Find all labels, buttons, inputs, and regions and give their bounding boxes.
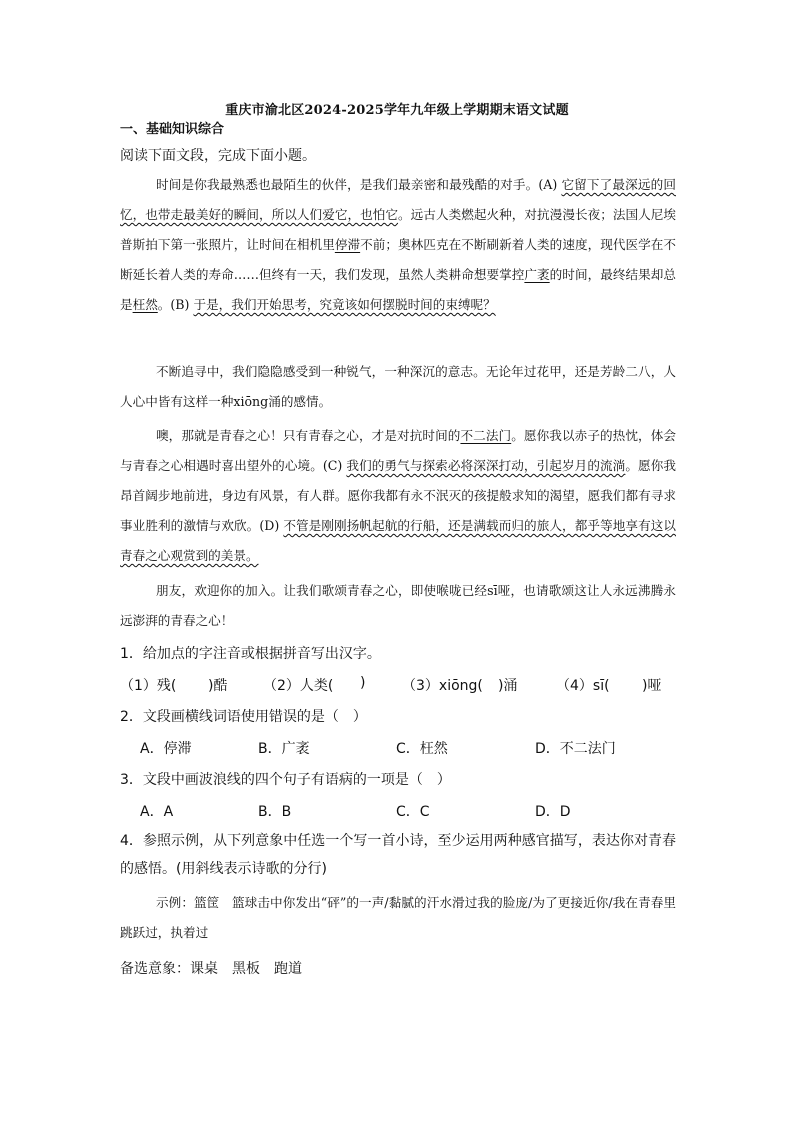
wavy-sentence-b: 于是，我们开始思考，究竟该如何摆脱时间的束缚呢？ [193, 297, 496, 312]
text-run: 时间是你我最熟悉也最陌生的伙伴，是我们最亲密和最残酷的对手。(A) [156, 177, 562, 192]
wavy-sentence-a: 它留下了最深远的回忆，也带走最美好的瞬间，所以人们爱它，也怕它 [120, 177, 676, 222]
underlined-word-2: 广袤 [524, 267, 550, 282]
q2-option-b: B．广袤 [258, 741, 310, 757]
q1-item-2-suffix: ) [360, 675, 366, 691]
question-3-options [120, 801, 676, 821]
q2-option-d: D．不二法门 [535, 741, 616, 757]
passage-paragraph-4: 朋友，欢迎你的加入。让我们歌颂青春之心，即使喉咙已经sī哑，也请歌颂这让人永远沸腾永远澎湃的青春之心！ [120, 583, 676, 628]
underlined-word-4: 不二法门 [460, 428, 512, 443]
question-2-options [120, 738, 676, 758]
text-run: 。(B) [157, 297, 194, 312]
question-1-items [120, 675, 676, 695]
wavy-sentence-c: 我们的勇气与探索必将深深打动，引起岁月的流淌 [346, 458, 626, 473]
reading-instruction: 阅读下面文段，完成下面小题。 [120, 148, 316, 164]
q1-item-3-prefix: （3）xiōng( [402, 678, 483, 694]
q1-item-4-prefix: （4）sī( [556, 678, 610, 694]
underlined-word-3: 枉然 [132, 297, 158, 312]
text-run: 。愿你我以赤子的热忱，体会与青春之心相遇时喜出望外的心境。(C) [120, 428, 677, 473]
section-heading: 一、基础知识综合 [120, 122, 225, 137]
q1-item-1-prefix: （1）残( [120, 678, 177, 694]
text-run: 不前；奥林匹克在不断刷新着人类的速度，现代医学在不断延长着人类的寿命……但终有一天，我们发现，虽然人类耕命想要掌控 [120, 237, 677, 282]
question-1-stem: 1．给加点的字注音或根据拼音写出汉字。 [120, 646, 381, 662]
q3-option-a: A．A [140, 804, 174, 820]
q3-option-c: C．C [396, 804, 430, 820]
q3-option-d: D．D [535, 804, 571, 820]
text-run: 的时间，最终结果却总是 [120, 267, 677, 312]
passage-paragraph-1 [120, 170, 676, 320]
wavy-sentence-d: 不管是刚刚扬帆起航的行船，还是满载而归的旅人，都乎等地享有这以青春之心观赏到的美景。 [120, 518, 676, 563]
text-run: 。远古人类燃起火种，对抗漫漫长夜；法国人尼埃普斯拍下第一张照片，让时间在相机里 [120, 207, 677, 252]
q1-item-1-suffix: )酷 [208, 678, 228, 694]
question-4-example: 示例：篮筐 篮球击中你发出“砰”的一声/黏腻的汗水滑过我的脸庞/为了更接近你/我在青春里跳跃过，执着过 [120, 895, 676, 940]
underlined-word-1: 停滞 [334, 237, 361, 252]
q1-item-3-suffix: )涌 [498, 678, 518, 694]
question-3-stem: 3．文段中画波浪线的四个句子有语病的一项是（ ） [120, 772, 451, 788]
passage-paragraph-2: 不断追寻中，我们隐隐感受到一种锐气，一种深沉的意志。无论年过花甲，还是芳龄二八，人人心中皆有这样一种xiōng涌的感情。 [120, 364, 676, 409]
q1-item-4-suffix: )哑 [642, 678, 662, 694]
q1-item-2-prefix: （2）人类( [263, 678, 334, 694]
question-4-image-options: 备选意象：课桌 黑板 跑道 [120, 961, 302, 977]
text-run: 噢，那就是青春之心！只有青春之心，才是对抗时间的 [156, 428, 461, 443]
q3-option-b: B．B [258, 804, 292, 820]
passage-paragraph-3 [120, 421, 676, 571]
page-title: 重庆市渝北区2024-2025学年九年级上学期期末语文试题 [225, 103, 569, 118]
q2-option-a: A．停滞 [140, 741, 192, 757]
text-run: 。愿你我昂首阔步地前进，身边有风景，有人群。愿你我都有永不泯灭的孩提般求知的渴望，愿我们都有寻求事业胜利的激情与欢欣。(D) [120, 458, 677, 533]
q2-option-c: C．枉然 [396, 741, 448, 757]
question-2-stem: 2．文段画横线词语使用错误的是（ ） [120, 709, 367, 725]
question-4-stem: 4．参照示例，从下列意象中任选一个写一首小诗，至少运用两种感官描写，表达你对青春的感悟。(用斜线表示诗歌的分行) [120, 833, 676, 877]
